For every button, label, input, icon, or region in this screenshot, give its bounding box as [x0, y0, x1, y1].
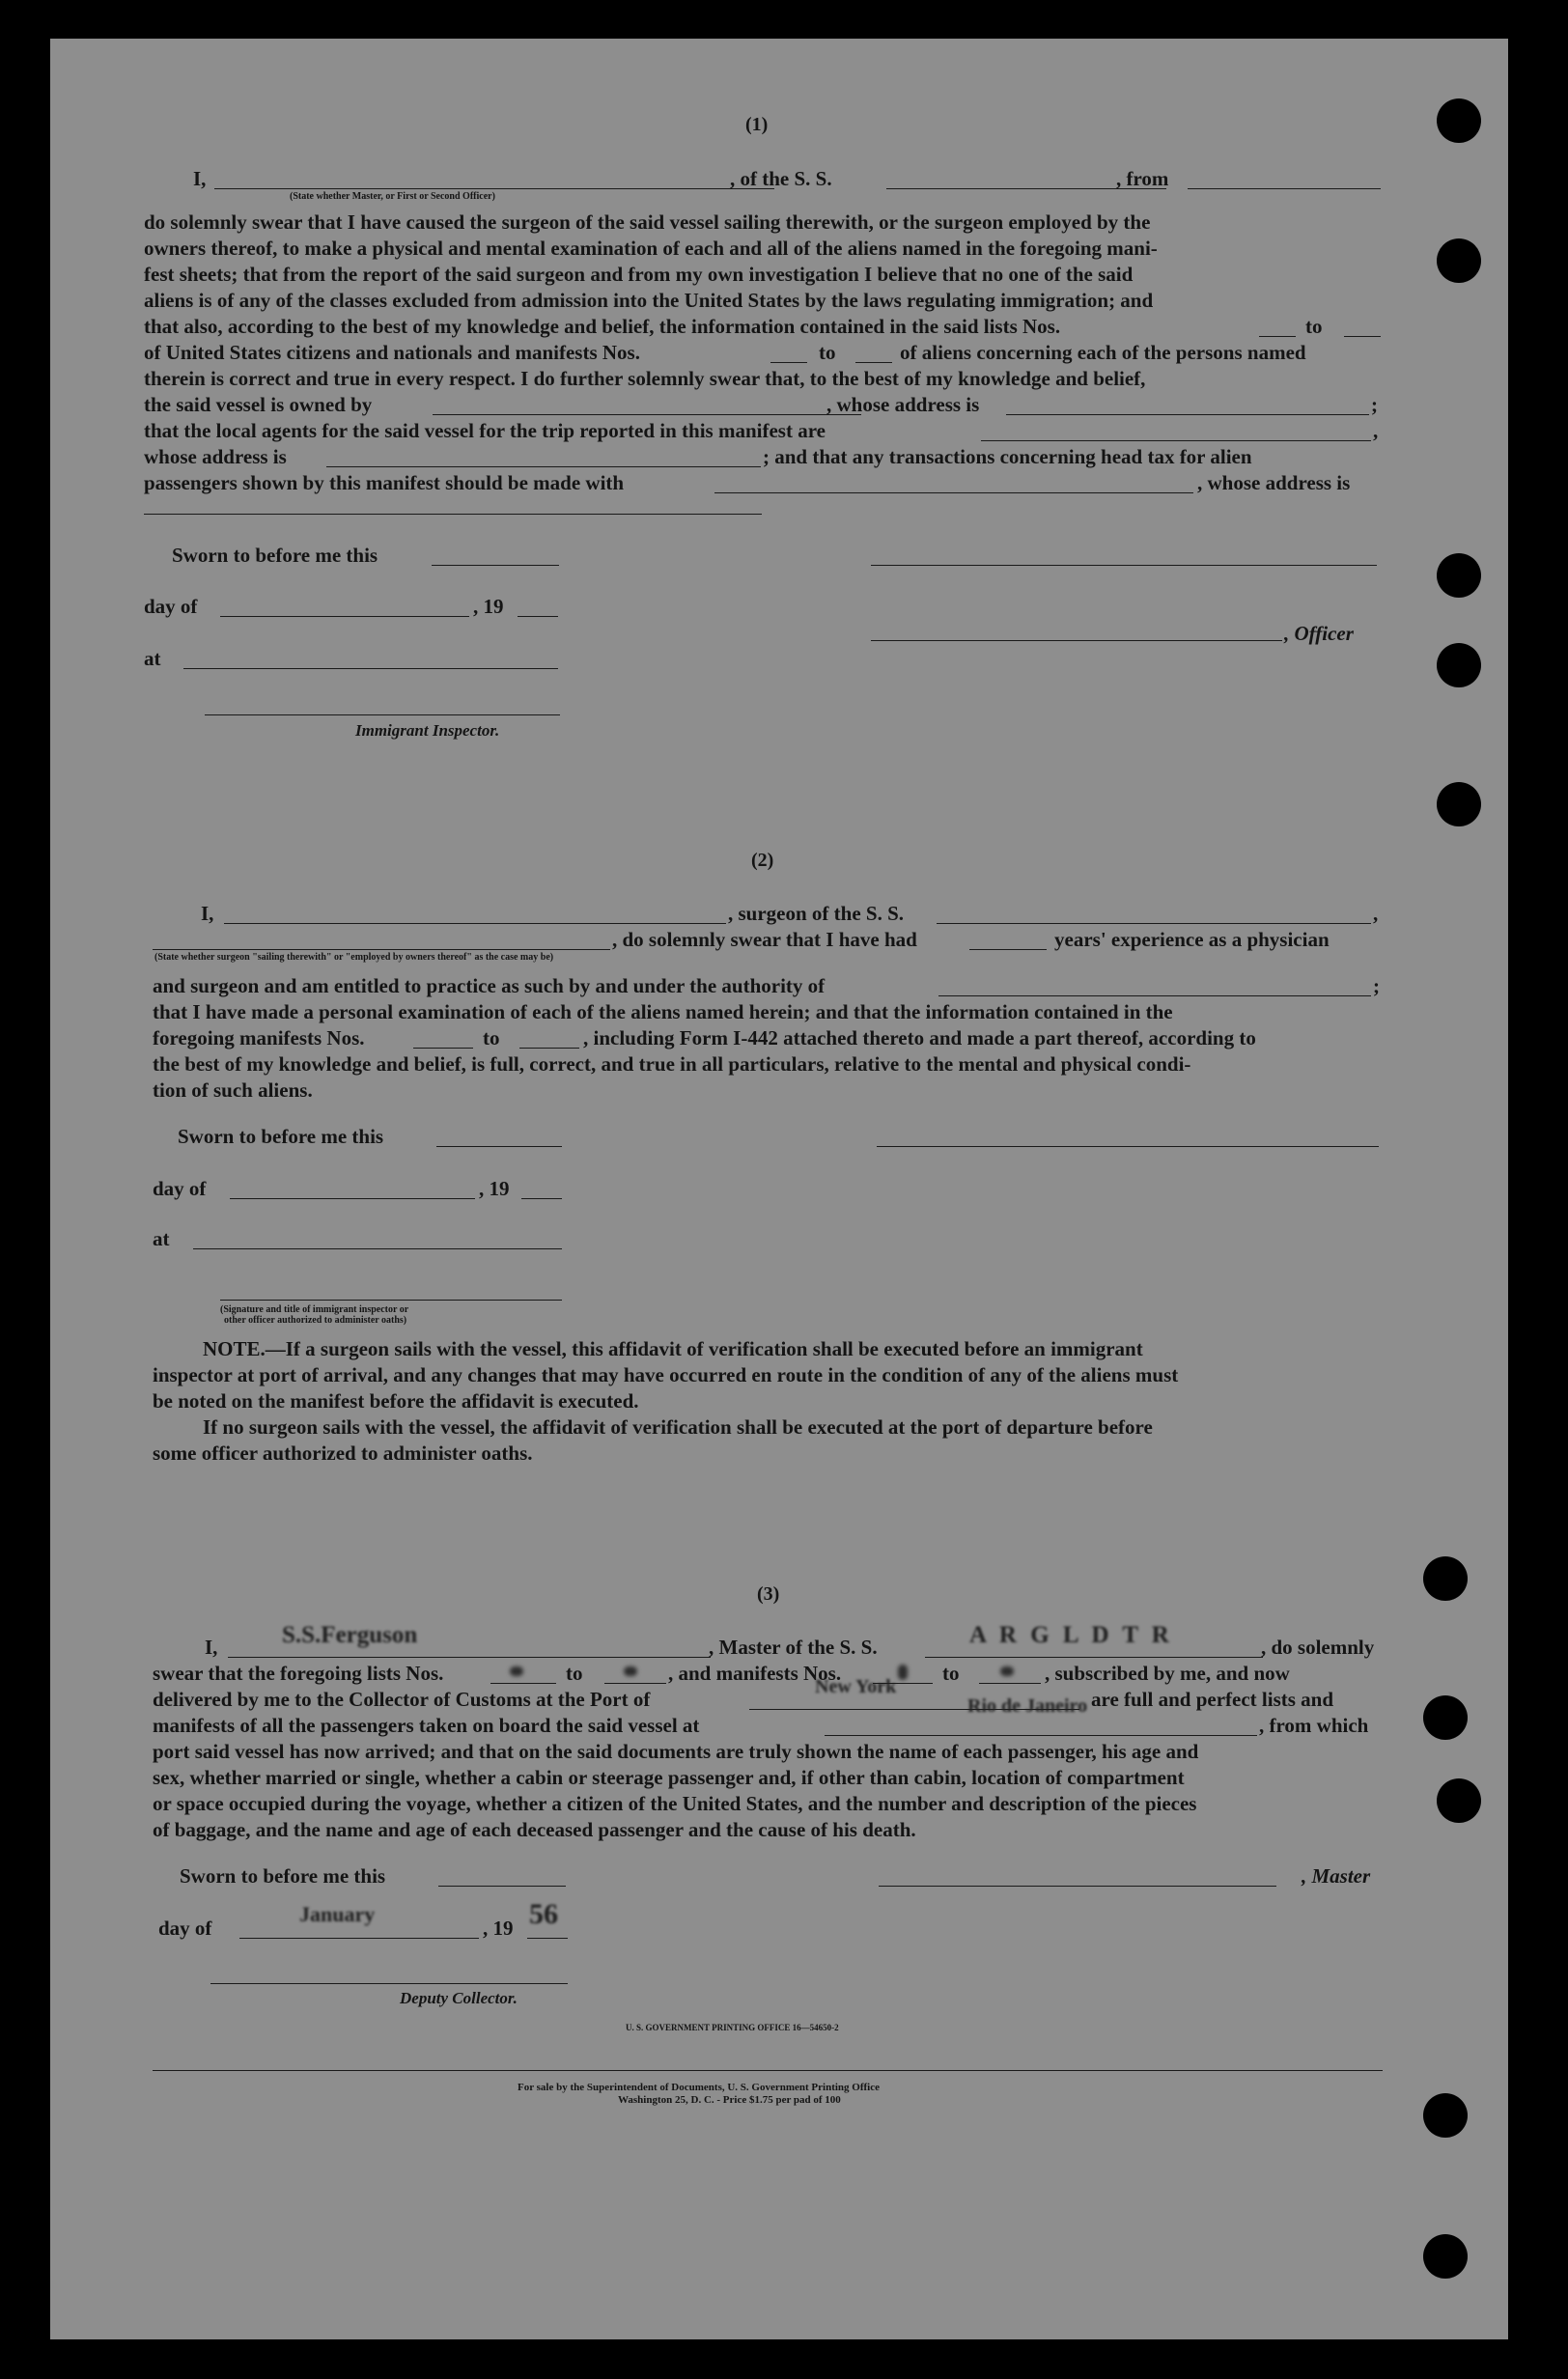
s1-i: I, [193, 167, 207, 190]
punch-hole [1423, 2234, 1468, 2279]
s3-line: manifests of all the passengers taken on board the said vessel at [153, 1714, 700, 1737]
s3-nineteen: , 19 [483, 1917, 514, 1940]
s1-line: of aliens concerning each of the persons named [900, 341, 1306, 364]
s2-note-line: If no surgeon sails with the vessel, the affidavit of verification shall be executed at the port of departure before [203, 1415, 1153, 1439]
s1-to: to [1305, 315, 1323, 338]
s3-line: sex, whether married or single, whether a cabin or steerage passenger and, if other than cabin, location of compartment [153, 1766, 1185, 1789]
s2-day-of: day of [153, 1177, 207, 1200]
s3-line: swear that the foregoing lists Nos. [153, 1662, 444, 1685]
s3-day-of: day of [158, 1917, 212, 1940]
s2-line: tion of such aliens. [153, 1078, 313, 1102]
punch-hole [1437, 643, 1481, 687]
s3-line: port said vessel has now arrived; and that on the said documents are truly shown the name of each passenger, his age and [153, 1740, 1199, 1763]
s3-master-name: S.S.Ferguson [282, 1622, 418, 1648]
s3-month: January [299, 1902, 376, 1926]
footer-rule [153, 2070, 1383, 2071]
s2-note-line: some officer authorized to administer oaths. [153, 1441, 533, 1465]
section-1-number: (1) [745, 114, 769, 135]
s1-line: that the local agents for the said vessel for the trip reported in this manifest are [144, 419, 826, 442]
s3-to: to [942, 1662, 960, 1685]
punch-hole [1423, 1695, 1468, 1740]
s3-master-of: , Master of the S. S. [709, 1636, 878, 1659]
s2-swear: , do solemnly swear that I have had [612, 928, 917, 951]
s2-to: to [483, 1026, 500, 1050]
s1-nineteen: , 19 [473, 595, 504, 618]
s2-at: at [153, 1227, 170, 1250]
s1-line: aliens is of any of the classes excluded from admission into the United States by the laws regulating immigration; and [144, 289, 1154, 312]
punch-hole [1423, 1556, 1468, 1601]
s2-nineteen: , 19 [479, 1177, 510, 1200]
s1-master-subcaption: (State whether Master, or First or Second Officer) [290, 191, 495, 202]
punch-hole [1423, 2093, 1468, 2138]
s3-line: or space occupied during the voyage, whether a citizen of the United States, and the number and description of the pieces [153, 1792, 1197, 1815]
sale-notice: For sale by the Superintendent of Documents, U. S. Government Printing Office [518, 2082, 880, 2093]
s3-master-label: , Master [1302, 1864, 1371, 1888]
s2-i: I, [201, 902, 214, 925]
s1-line: passengers shown by this manifest should be made with [144, 471, 625, 494]
s1-sworn: Sworn to before me this [172, 544, 378, 567]
s3-to: to [566, 1662, 583, 1685]
s3-line: of baggage, and the name and age of each deceased passenger and the cause of his death. [153, 1818, 916, 1841]
s1-line: do solemnly swear that I have caused the surgeon of the said vessel sailing therewith, or the surgeon employed by the [144, 210, 1151, 234]
s2-note-line: inspector at port of arrival, and any changes that may have occurred en route in the condition of any of the aliens must [153, 1363, 1179, 1386]
s2-surgeon-of: , surgeon of the S. S. [728, 902, 905, 925]
gpo-imprint: U. S. GOVERNMENT PRINTING OFFICE 16—54650-2 [626, 2023, 839, 2032]
s2-line: foregoing manifests Nos. [153, 1026, 365, 1050]
punch-hole [1437, 1778, 1481, 1823]
s2-sworn: Sworn to before me this [178, 1125, 384, 1148]
s1-line: , whose address is [1197, 471, 1351, 494]
s3-origin-port: Rio de Janeiro [967, 1695, 1088, 1717]
manifest-affidavit-page: (1) I, , of the S. S. , from (State whether Master, or First or Second Officer) do solemnly swear that I have caused the surgeon of the said vessel sailing therewith, or the surgeon employed by the owners thereof, to make a physical and mental examination of each and all of the aliens named in the foregoing mani- fest sheets; that from the report of the said surgeon and from my own investigation I believe that no one of the said aliens is of any of the classes excluded from admission into the United States by the laws regulating immigration; and that also, according to the best of my knowledge and belief, the information contained in the said lists Nos. to of United States citizens and nationals and manifests Nos. to of aliens concerning each of the persons named therein is correct and true in every respect. I do further solemnly swear that, to the best of my knowledge and belief, the said vessel is owned by , whose address is ; that the local agents for the said vessel for the trip reported in this manifest are , whose address is ; and that any transactions concerning head tax for alien passengers shown by this manifest should be made with , whose address is Sworn to before me this day of , 19 , Officer at Immigrant Inspector. (2) I, , surgeon of the S. S. , , do solemnly swear that I have had years' experience as a physician (State whether surgeon "sailing therewith" or "employed by owners thereof" as the case may be) and surgeon and am entitled to practice as such by and under the authority of ; that I have made a personal examination of each of the aliens named herein; and that the information contained in the foregoing manifests Nos. to , including Form I-442 attached thereto and made a part thereof, according to the best of my knowledge and belief, is full, correct, and true in all particulars, relative to the mental and physical condi- tion of such aliens. Sworn to before me this day of , 19 at (Signature and title of immigrant inspector or other officer authorized to administer oaths) NOTE.—If a surgeon sails with the vessel, this affidavit of verification shall be executed before an immigrant inspector at port of arrival, and any changes that may have occurred en route in the condition of any of the aliens must be noted on the manifest before the affidavit is executed. If no surgeon sails with the vessel, the affidavit of verification shall be executed at the port of departure before some officer authorized to administer oaths. (3) I, S.S.Ferguson , Master of the S. S. A R G L D T R , do solemnly swear that the foregoing lists Nos. to , and manifests Nos. to , subscribed by me, and now delivered by me to the Collector of Customs at the Port of New York are full and perfect lists and manifests of all the passengers taken on board the said vessel at Rio de Janeiro , from which port said vessel has now arrived; and that on the said documents are truly shown the name of each passenger, his age and sex, whether married or single, whether a cabin or steerage passenger and, if other than cabin, location of compartment or space occupied during the voyage, whether a citizen of the United States, and the number and description of the pieces of baggage, and the name and age of each deceased passenger and the cause of his death. Sworn to before me this , Master day of January , 19 56 Deputy Collector. U. S. GOVERNMENT PRINTING OFFICE 16—54650-2 For sale by the Superintendent of Documents, U. S. Government Printing Office Washington 25, D. C. - Price $1.75 per pad of 100 [50, 39, 1508, 2339]
s3-line: , and manifests Nos. [668, 1662, 842, 1685]
s3-line: , subscribed by me, and now [1045, 1662, 1290, 1685]
s3-line: delivered by me to the Collector of Customs at the Port of [153, 1688, 651, 1711]
s3-deputy-label: Deputy Collector. [400, 1989, 518, 2007]
s1-line: of United States citizens and nationals and manifests Nos. [144, 341, 640, 364]
s2-years: years' experience as a physician [1054, 928, 1330, 951]
sale-notice: Washington 25, D. C. - Price $1.75 per pad of 100 [618, 2094, 841, 2106]
s3-port: New York [815, 1676, 897, 1697]
s1-line: fest sheets; that from the report of the said surgeon and from my own investigation I believe that no one of the said [144, 263, 1134, 286]
s2-line: and surgeon and am entitled to practice as such by and under the authority of [153, 974, 826, 997]
s1-line: ; and that any transactions concerning head tax for alien [763, 445, 1252, 468]
s2-line: that I have made a personal examination of each of the aliens named herein; and that the information contained in the [153, 1000, 1173, 1023]
s1-line: that also, according to the best of my knowledge and belief, the information contained in the said lists Nos. [144, 315, 1061, 338]
punch-hole [1437, 782, 1481, 826]
s3-line: , from which [1259, 1714, 1369, 1737]
s1-line: therein is correct and true in every respect. I do further solemnly swear that, to the best of my knowledge and belief, [144, 367, 1146, 390]
s3-line: are full and perfect lists and [1091, 1688, 1334, 1711]
s2-note-line: be noted on the manifest before the affidavit is executed. [153, 1389, 639, 1413]
s2-line: the best of my knowledge and belief, is full, correct, and true in all particulars, relative to the mental and physical condi- [153, 1052, 1191, 1076]
s1-line: , whose address is [826, 393, 980, 416]
punch-hole [1437, 238, 1481, 283]
s2-signature-note: other officer authorized to administer oaths) [224, 1315, 407, 1326]
s2-surgeon-subcaption: (State whether surgeon "sailing therewith" or "employed by owners thereof" as the case may be) [154, 952, 554, 963]
s3-i: I, [205, 1636, 218, 1659]
s3-ship-name: A R G L D T R [969, 1622, 1173, 1648]
s1-from: , from [1116, 167, 1169, 190]
section-2-number: (2) [751, 850, 774, 871]
punch-hole [1437, 553, 1481, 598]
s3-sworn: Sworn to before me this [180, 1864, 386, 1888]
s1-of-ss: , of the S. S. [730, 167, 832, 190]
s1-day-of: day of [144, 595, 198, 618]
s1-to: to [819, 341, 836, 364]
s3-solemnly: , do solemnly [1261, 1636, 1375, 1659]
s2-signature-note: (Signature and title of immigrant inspector or [220, 1304, 409, 1315]
section-3-number: (3) [757, 1583, 780, 1605]
s1-officer-label: , Officer [1284, 622, 1354, 645]
s1-line: whose address is [144, 445, 287, 468]
punch-hole [1437, 98, 1481, 143]
s3-year: 56 [529, 1898, 558, 1930]
s1-line: owners thereof, to make a physical and mental examination of each and all of the aliens named in the foregoing mani- [144, 237, 1158, 260]
s1-inspector-label: Immigrant Inspector. [355, 721, 500, 740]
s2-line: , including Form I-442 attached thereto and made a part thereof, according to [583, 1026, 1256, 1050]
s2-note-line: NOTE.—If a surgeon sails with the vessel, this affidavit of verification shall be executed before an immigrant [203, 1337, 1143, 1360]
s1-at: at [144, 647, 161, 670]
s1-line: the said vessel is owned by [144, 393, 373, 416]
